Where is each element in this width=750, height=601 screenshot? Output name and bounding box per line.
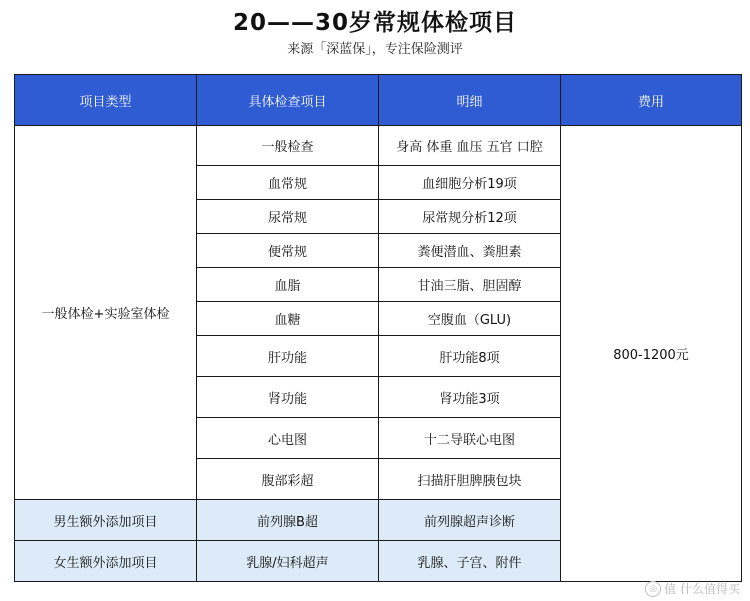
detail-cell: 肾功能3项 — [379, 377, 561, 418]
detail-cell: 尿常规分析12项 — [379, 200, 561, 234]
checkup-table — [14, 74, 742, 582]
header-detail: 明细 — [379, 75, 561, 126]
item-cell: 肾功能 — [197, 377, 379, 418]
zhi-logo-icon: ◎ — [645, 581, 661, 597]
item-cell: 心电图 — [197, 418, 379, 459]
group-label-cell: 一般体检+实验室体检 — [15, 126, 197, 500]
type-cell: 男生额外添加项目 — [15, 500, 197, 541]
table-row — [15, 126, 742, 166]
page-title: 20——30岁常规体检项目 — [232, 10, 517, 36]
detail-cell: 空腹血（GLU) — [379, 302, 561, 336]
item-cell: 血脂 — [197, 268, 379, 302]
detail-cell: 前列腺超声诊断 — [379, 500, 561, 541]
table-header-row — [15, 75, 742, 126]
header-item: 具体检查项目 — [197, 75, 379, 126]
detail-cell: 扫描肝胆脾胰包块 — [379, 459, 561, 500]
detail-cell: 乳腺、子宫、附件 — [379, 541, 561, 582]
detail-cell: 血细胞分析19项 — [379, 166, 561, 200]
detail-cell: 十二导联心电图 — [379, 418, 561, 459]
item-cell: 一般检查 — [197, 126, 379, 166]
type-cell: 女生额外添加项目 — [15, 541, 197, 582]
item-cell: 血糖 — [197, 302, 379, 336]
fee-cell: 800-1200元 — [561, 126, 742, 582]
item-cell: 肝功能 — [197, 336, 379, 377]
item-cell: 乳腺/妇科超声 — [197, 541, 379, 582]
watermark-text: 值 什么值得买 — [664, 581, 740, 596]
detail-cell: 甘油三脂、胆固醇 — [379, 268, 561, 302]
item-cell: 便常规 — [197, 234, 379, 268]
detail-cell: 粪便潜血、粪胆素 — [379, 234, 561, 268]
item-cell: 前列腺B超 — [197, 500, 379, 541]
detail-cell: 身高 体重 血压 五官 口腔 — [379, 126, 561, 166]
item-cell: 血常规 — [197, 166, 379, 200]
item-cell: 尿常规 — [197, 200, 379, 234]
header-fee: 费用 — [561, 75, 742, 126]
page-subtitle: 来源「深蓝保」，专注保险测评 — [287, 42, 463, 57]
watermark — [645, 580, 740, 598]
header-type: 项目类型 — [15, 75, 197, 126]
detail-cell: 肝功能8项 — [379, 336, 561, 377]
item-cell: 腹部彩超 — [197, 459, 379, 500]
